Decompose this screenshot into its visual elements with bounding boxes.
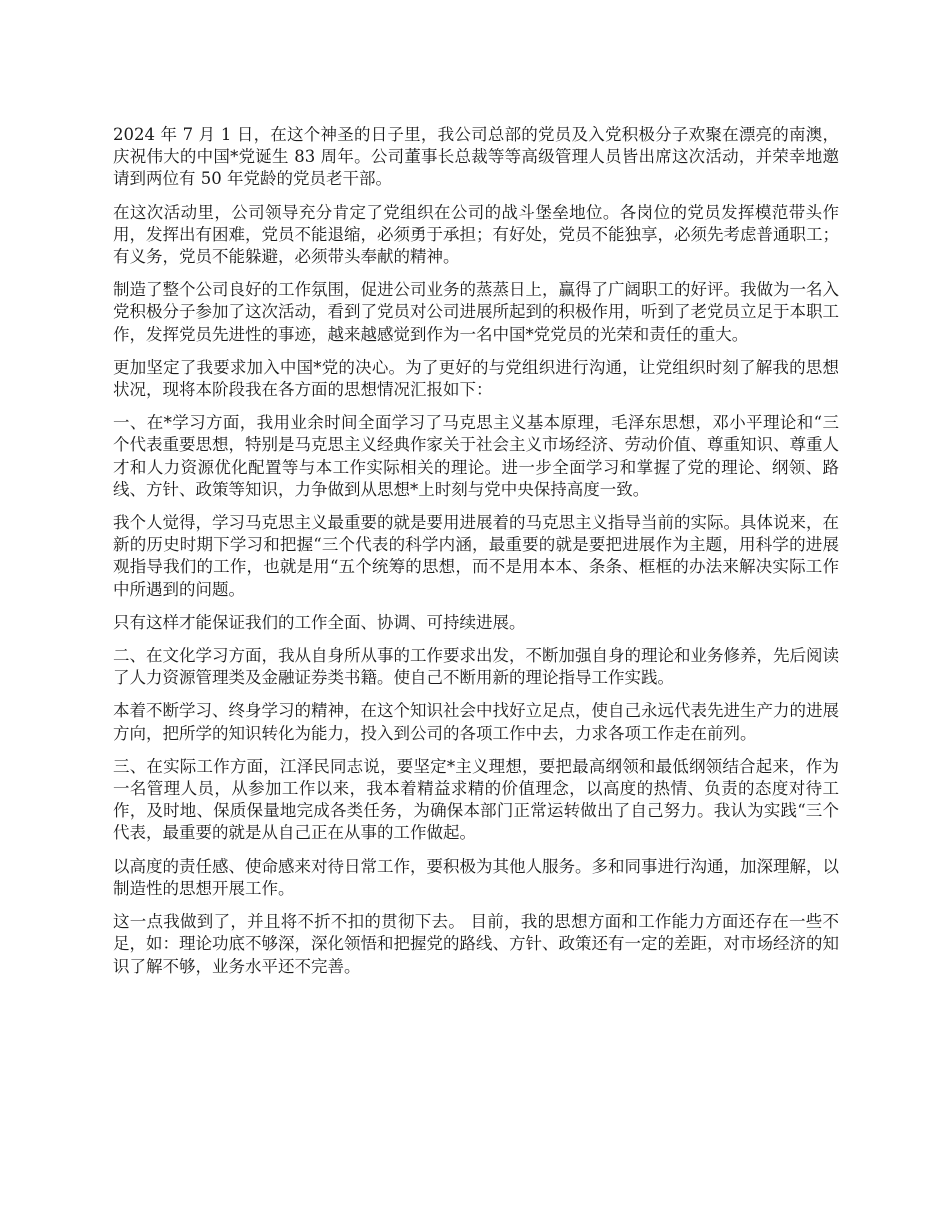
paragraph-11: 以高度的责任感、使命感来对待日常工作，要积极为其他人服务。多和同事进行沟通，加深理解，以制造性的思想开展工作。	[113, 856, 839, 898]
paragraph-2: 在这次活动里，公司领导充分肯定了党组织在公司的战斗堡垒地位。各岗位的党员发挥模范带头作用，发挥出有困难，党员不能退缩，必须勇于承担；有好处，党员不能独享，必须先考虑普通职工；有义务，党员不能躲避，必须带头奉献的精神。	[113, 202, 839, 267]
paragraph-6: 我个人觉得，学习马克思主义最重要的就是要用进展着的马克思主义指导当前的实际。具体说来，在新的历史时期下学习和把握“三个代表的科学内涵，最重要的就是要把进展作为主题，用科学的进展观指导我们的工作，也就是用“五个统筹的思想，而不是用本本、条条、框框的办法来解决实际工作中所遇到的问题。	[113, 513, 839, 599]
document-body	[113, 124, 839, 989]
paragraph-4: 更加坚定了我要求加入中国*党的决心。为了更好的与党组织进行沟通，让党组织时刻了解我的思想状况，现将本阶段我在各方面的思想情况汇报如下：	[113, 357, 839, 400]
paragraph-10: 三、在实际工作方面，江泽民同志说，要坚定*主义理想，要把最高纲领和最低纲领结合起来，作为一名管理人员，从参加工作以来，我本着精益求精的价值理念，以高度的热情、负责的态度对待工作，及时地、保质保量地完成各类任务，为确保本部门正常运转做出了自己努力。我认为实践“三个代表，最重要的就是从自己正在从事的工作做起。	[113, 756, 839, 843]
paragraph-3: 制造了整个公司良好的工作氛围，促进公司业务的蒸蒸日上，赢得了广阔职工的好评。我做为一名入党积极分子参加了这次活动，看到了党员对公司进展所起到的积极作用，听到了老党员立足于本职工作，发挥党员先进性的事迹，越来越感觉到作为一名中国*党党员的光荣和责任的重大。	[113, 280, 839, 344]
paragraph-7: 只有这样才能保证我们的工作全面、协调、可持续进展。	[113, 612, 526, 632]
paragraph-8: 二、在文化学习方面，我从自身所从事的工作要求出发，不断加强自身的理论和业务修养，先后阅读了人力资源管理类及金融证券类书籍。使自己不断用新的理论指导工作实践。	[113, 646, 839, 688]
paragraph-9: 本着不断学习、终身学习的精神，在这个知识社会中找好立足点，使自己永远代表先进生产力的进展方向，把所学的知识转化为能力，投入到公司的各项工作中去，力求各项工作走在前列。	[113, 701, 839, 743]
paragraph-1: 2024 年 7 月 1 日，在这个神圣的日子里，我公司总部的党员及入党积极分子欢聚在漂亮的南澳，庆祝伟大的中国*党诞生 83 周年。公司董事长总裁等等高级管理人员皆出席这次活动，并荣幸地邀请到两位有 50 年党龄的党员老干部。	[113, 125, 839, 189]
paragraph-12: 这一点我做到了，并且将不折不扣的贯彻下去。 目前，我的思想方面和工作能力方面还存在一些不足，如：理论功底不够深，深化领悟和把握党的路线、方针、政策还有一定的差距，对市场经济的知识了解不够，业务水平还不完善。	[113, 912, 839, 976]
paragraph-5: 一、在*学习方面，我用业余时间全面学习了马克思主义基本原理，毛泽东思想，邓小平理论和“三个代表重要思想，特别是马克思主义经典作家关于社会主义市场经济、劳动价值、尊重知识、尊重人才和人力资源优化配置等与本工作实际相关的理论。进一步全面学习和掌握了党的理论、纲领、路线、方针、政策等知识，力争做到从思想*上时刻与党中央保持高度一致。	[113, 413, 839, 499]
